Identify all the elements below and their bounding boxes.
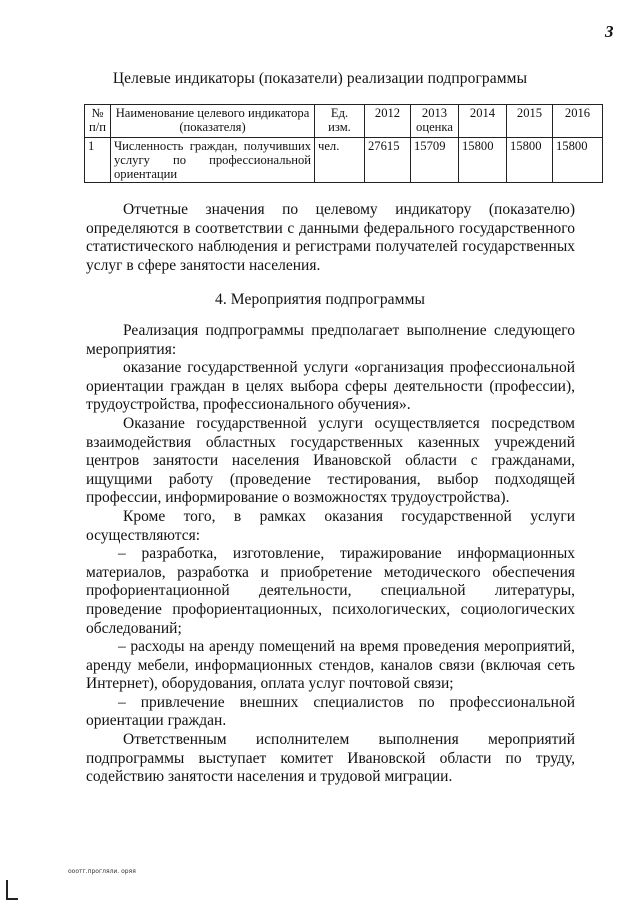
col-header-number: № п/п (85, 105, 111, 138)
indicators-table (84, 104, 603, 183)
col-header-2015: 2015 (507, 105, 553, 138)
paragraph-service: оказание государственной услуги «организация профессиональной ориентации граждан в целях выбора сферы деятельности (профессии), трудоустройства, профессионального обучения». (86, 359, 575, 414)
reporting-note (86, 201, 575, 275)
section-heading: 4. Мероприятия подпрограммы (215, 291, 425, 308)
col-header-2016: 2016 (553, 105, 603, 138)
col-header-2013: 2013 оценка (411, 105, 459, 138)
col-header-2012: 2012 (365, 105, 411, 138)
section-body (86, 322, 575, 787)
table-row (85, 138, 603, 183)
cell-2016: 15800 (553, 138, 603, 183)
col-header-indicator-name: Наименование целевого индикатора (показателя) (111, 105, 315, 138)
bullet-specialists: – привлечение внешних специалистов по профессиональной ориентации граждан. (86, 693, 575, 730)
footer-file-code: ооотг.прогляли. оряя (68, 868, 136, 875)
bullet-rent: – расходы на аренду помещений на время проведения мероприятий, аренду мебели, информационных стендов, каналов связи (включая сеть Интернет), оборудования, оплата услуг почтовой связи; (86, 638, 575, 693)
cell-number: 1 (85, 138, 111, 183)
paragraph-responsible: Ответственным исполнителем выполнения мероприятий подпрограммы выступает комитет Ивановской области по труду, содействию занятости населения и трудовой миграции. (86, 731, 575, 786)
cell-2013: 15709 (411, 138, 459, 183)
cell-2012: 27615 (365, 138, 411, 183)
table-title: Целевые индикаторы (показатели) реализации подпрограммы (112, 70, 528, 87)
cell-2014: 15800 (459, 138, 507, 183)
paragraph-intro: Реализация подпрограммы предполагает выполнение следующего мероприятия: (86, 322, 575, 358)
page-number: 3 (605, 22, 614, 41)
table-header-row (85, 105, 603, 138)
scan-corner-mark (6, 880, 18, 900)
paragraph-additionally: Кроме того, в рамках оказания государственной услуги осуществляются: (86, 507, 575, 544)
cell-unit: чел. (315, 138, 365, 183)
bullet-materials: – разработка, изготовление, тиражирование информационных материалов, разработка и приобретение методического обеспечения профориентационной деятельности, специальной литературы, проведение профориентационных, психологических, социологических обследований; (86, 545, 575, 637)
col-header-unit: Ед. изм. (315, 105, 365, 138)
reporting-paragraph: Отчетные значения по целевому индикатору (показателю) определяются в соответствии с данными федерального государственного статистического наблюдения и регистрами получателей государственных услуг в сфере занятости населения. (86, 201, 575, 274)
col-header-2014: 2014 (459, 105, 507, 138)
cell-2015: 15800 (507, 138, 553, 183)
paragraph-interaction: Оказание государственной услуги осуществляется посредством взаимодействия областных государственных казенных учреждений центров занятости населения Ивановской области с гражданами, ищущими работу (проведение тестирования, выбор подходящей профессии, информирование о возможностях трудоустройства). (86, 414, 575, 507)
cell-indicator-name: Численность граждан, получивших услугу по профессиональной ориентации (111, 138, 315, 183)
